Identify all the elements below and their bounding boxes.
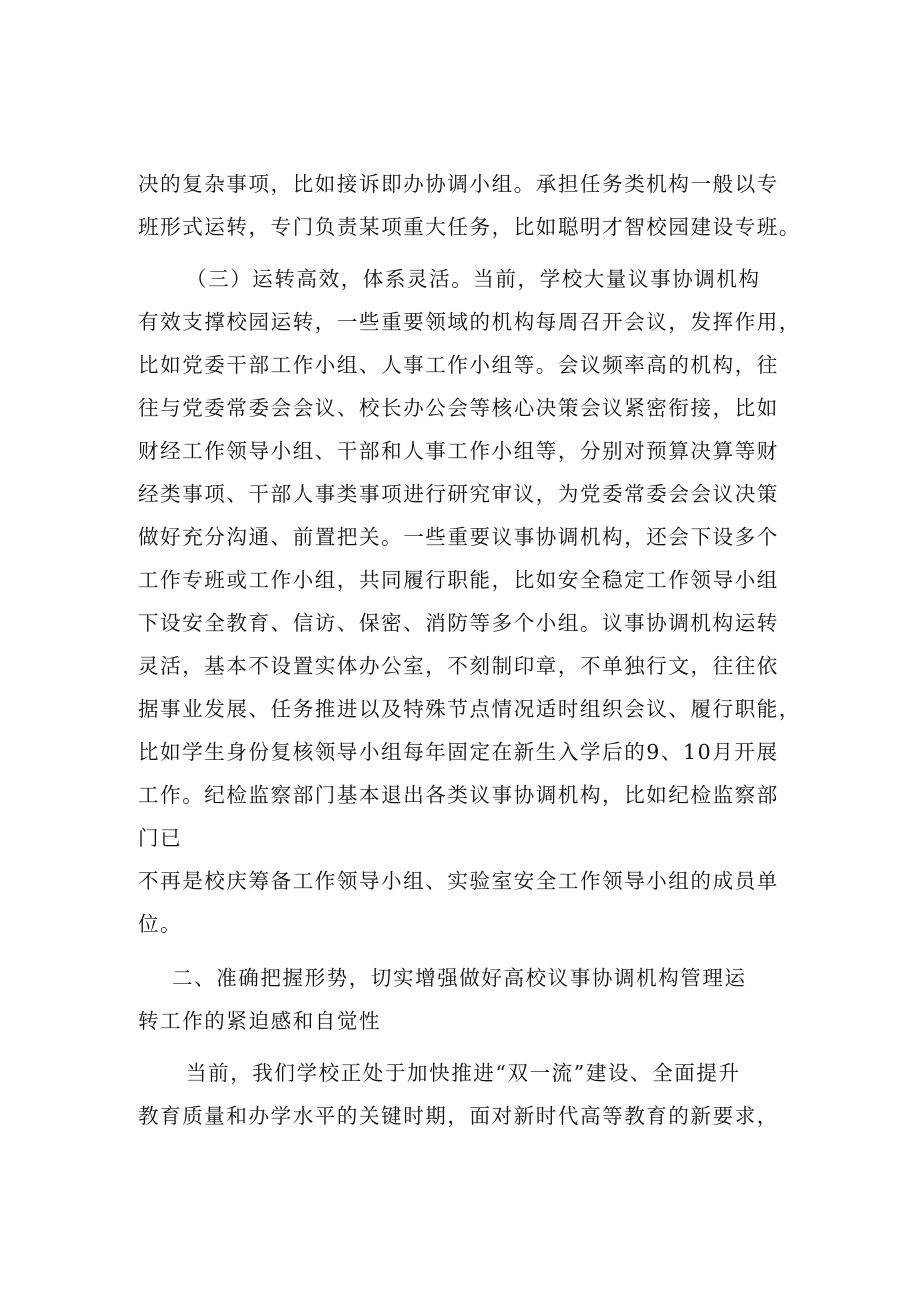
text-line: 据事业发展、任务推进以及特殊节点情况适时组织会议、履行职能， [138,697,801,721]
text-line: 往与党委常委会会议、校长办公会等核心决策会议紧密衔接，比如 [138,396,779,420]
text-line: 做好充分沟通、前置把关。一些重要议事协调机构，还会下设多个 [138,525,779,549]
text-line: 下设安全教育、信访、保密、消防等多个小组。议事协调机构运转 [138,611,779,635]
text-line: 工作专班或工作小组，共同履行职能，比如安全稳定工作领导小组 [138,568,779,592]
text-line: 当前，我们学校正处于加快推进“双一流”建设、全面提升 [186,1061,741,1085]
text-line: 有效支撑校园运转，一些重要领域的机构每周召开会议，发挥作用， [138,310,801,334]
text-line: 财经工作领导小组、干部和人事工作小组等，分别对预算决算等财 [138,439,779,463]
text-line: 比如学生身份复核领导小组每年固定在新生入学后的9、10月开展 [138,740,779,764]
section-heading-two-cont: 转工作的紧迫感和自觉性 [138,1009,382,1033]
section-heading-two: 二、准确把握形势，切实增强做好高校议事协调机构管理运 [172,966,747,990]
text-line: 工作。纪检监察部门基本退出各类议事协调机构，比如纪检监察部 [138,783,779,807]
text-line: 决的复杂事项，比如接诉即办协调小组。承担任务类机构一般以专 [138,172,779,196]
text-line: 位。 [138,912,183,936]
text-line: 门已 [138,826,183,850]
text-line: 灵活，基本不设置实体办公室，不刻制印章，不单独行文，往往依 [138,654,779,678]
text-line: 班形式运转，专门负责某项重大任务，比如聪明才智校园建设专班。 [138,215,801,239]
text-line: 不再是校庆筹备工作领导小组、实验室安全工作领导小组的成员单 [138,869,779,893]
text-line: 比如党委干部工作小组、人事工作小组等。会议频率高的机构，往 [138,353,779,377]
text-line: 教育质量和办学水平的关键时期，面对新时代高等教育的新要求， [138,1104,779,1128]
section-heading-three: （三）运转高效，体系灵活。当前，学校大量议事协调机构 [186,267,761,291]
text-line: 经类事项、干部人事类事项进行研究审议，为党委常委会会议决策 [138,482,779,506]
